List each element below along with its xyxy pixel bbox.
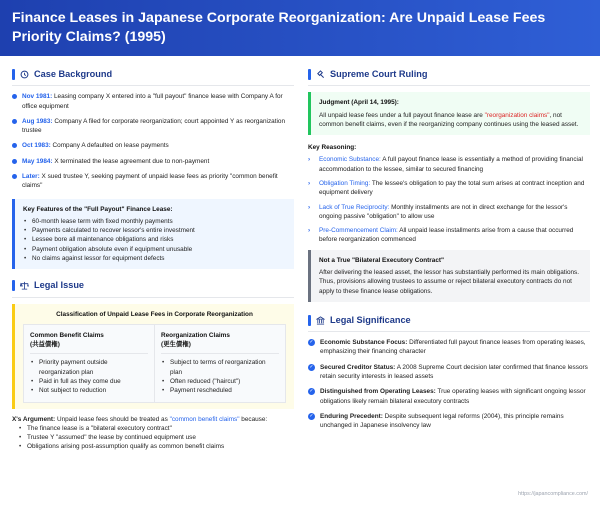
bilateral-title: Not a True "Bilateral Executory Contract" xyxy=(319,256,445,264)
case-background-heading xyxy=(12,68,294,86)
judgment-text xyxy=(319,111,582,130)
left-column xyxy=(12,68,294,452)
arrow-icon: › xyxy=(308,227,311,235)
timeline xyxy=(12,92,294,190)
lease-features-box xyxy=(12,199,294,270)
common-benefit-claims-link: "common benefit claims" xyxy=(169,415,240,423)
timeline-text: Leasing company X entered into a "full payout" finance lease with Company A for office equipment xyxy=(22,93,283,110)
gavel-icon xyxy=(316,70,325,79)
heading-bar xyxy=(308,69,311,80)
right-column xyxy=(308,68,590,436)
legal-issue-title: Legal Issue xyxy=(34,280,85,291)
significance-item xyxy=(308,387,590,406)
reason-label: Pre-Commencement Claim: xyxy=(319,227,398,235)
case-background-title: Case Background xyxy=(34,69,113,79)
page-title: Finance Leases in Japanese Corporate Reorganization: Are Unpaid Lease Fees Priority Claims? (1995) xyxy=(12,10,546,45)
classification-box xyxy=(12,304,294,409)
list-item: • Subject to terms of reorganization plan xyxy=(161,358,279,377)
arrow-icon: › xyxy=(308,203,311,211)
list-item: • Payment obligation absolute even if equipment unusable xyxy=(23,245,286,254)
timeline-item xyxy=(12,172,294,191)
timeline-item xyxy=(12,157,294,166)
arrow-icon: › xyxy=(308,156,311,164)
significance-label: Distinguished from Operating Leases: xyxy=(320,388,436,396)
timeline-text: X terminated the lease agreement due to non-payment xyxy=(52,157,210,165)
judgment-post: , not common benefit claims, even if the reorganizing company continues using the leased asset. xyxy=(319,111,579,128)
list-item: • Often reduced ("haircut") xyxy=(161,377,279,386)
significance-item xyxy=(308,338,590,357)
reasoning-item xyxy=(308,203,590,222)
reason-text: Monthly installments are not in direct exchange for the lessor's ongoing passive "obligation" to allow use xyxy=(319,203,568,220)
timeline-date: May 1984: xyxy=(22,157,53,165)
list-item: • 60-month lease term with fixed monthly payments xyxy=(23,217,286,226)
timeline-item xyxy=(12,92,294,111)
list-item: • Paid in full as they come due xyxy=(30,377,148,386)
timeline-dot xyxy=(12,174,17,179)
heading-bar xyxy=(12,280,15,291)
timeline-date: Nov 1981: xyxy=(22,93,53,101)
timeline-text: X sued trustee Y, seeking payment of unpaid lease fees as priority "common benefit claims" xyxy=(22,173,278,190)
argument-body: Unpaid lease fees should be treated as xyxy=(55,415,170,423)
check-icon: ✓ xyxy=(309,388,314,395)
column-list xyxy=(30,358,148,395)
reason-label: Economic Substance: xyxy=(319,156,381,164)
timeline-date: Later: xyxy=(22,173,40,181)
key-reasoning xyxy=(308,143,590,245)
ruling-heading xyxy=(308,68,590,86)
reorganization-column xyxy=(154,325,285,402)
classification-table xyxy=(23,324,286,403)
column-heading-jp: (共益債権) xyxy=(30,340,148,354)
argument-label: X's Argument: xyxy=(12,415,56,423)
column-list xyxy=(161,358,279,395)
significance-list xyxy=(308,338,590,430)
significance-text: Differentiated full payout finance leases from operating leases, emphasizing their financing character xyxy=(320,339,586,356)
argument-list xyxy=(18,424,294,452)
timeline-dot xyxy=(12,119,17,124)
list-item: • Payment rescheduled xyxy=(161,386,279,395)
significance-item xyxy=(308,363,590,382)
list-item: • Priority payment outside reorganization plan xyxy=(30,358,148,377)
significance-label: Enduring Precedent: xyxy=(320,412,383,420)
reason-label: Lack of True Reciprocity: xyxy=(319,203,390,211)
judgment-box xyxy=(308,92,590,135)
history-icon xyxy=(20,70,29,79)
timeline-item xyxy=(12,117,294,136)
significance-heading xyxy=(308,314,590,332)
judgment-pre: All unpaid lease fees under a full payout finance lease are xyxy=(319,111,485,119)
significance-item xyxy=(308,412,590,431)
lease-features-list xyxy=(23,217,286,263)
timeline-text: Company A filed for corporate reorganization; court appointed Y as reorganization trustee xyxy=(22,117,286,135)
arrow-icon: › xyxy=(308,180,311,188)
argument-text xyxy=(12,415,294,424)
timeline-item xyxy=(12,141,294,150)
argument-end: because: xyxy=(239,415,268,423)
common-benefit-column xyxy=(24,325,154,402)
bilateral-text: After delivering the leased asset, the lessor has substantially performed its main obligations. Thus, provisions allowing trustees to assume or reject bilateral executory contracts do not apply to these finance lease obligations. xyxy=(319,269,580,295)
timeline-date: Oct 1983: xyxy=(22,142,51,150)
column-heading-jp: (更生債権) xyxy=(161,340,279,354)
legal-issue-heading xyxy=(12,279,294,297)
significance-text: A 2008 Supreme Court decision later confirmed that finance lessors retain security interests in leased assets xyxy=(320,363,588,381)
timeline-date: Aug 1983: xyxy=(22,117,53,125)
reasoning-item xyxy=(308,179,590,198)
reasoning-item xyxy=(308,155,590,174)
timeline-dot xyxy=(12,159,17,164)
scale-icon xyxy=(20,281,29,290)
reason-text: A full payout finance lease is essentially a method of providing financial accommodation to the lessee, similar to secured financing xyxy=(319,156,583,173)
reasoning-item xyxy=(308,226,590,245)
column-heading: Reorganization Claims xyxy=(161,331,230,339)
classification-title: Classification of Unpaid Lease Fees in Corporate Reorganization xyxy=(56,310,253,318)
reason-text: All unpaid lease installments arise from a cause that occurred before reorganization commenced xyxy=(319,227,574,244)
timeline-text: Company A defaulted on lease payments xyxy=(50,142,169,150)
bilateral-contract-box xyxy=(308,250,590,302)
list-item: • Lessee bore all maintenance obligations and risks xyxy=(23,235,286,244)
check-icon: ✓ xyxy=(309,363,314,370)
significance-title: Legal Significance xyxy=(330,314,411,325)
timeline-dot xyxy=(12,143,17,148)
footer-url: https://japancompliance.com/ xyxy=(518,491,588,498)
lease-features-title: Key Features of the "Full Payout" Finance Lease: xyxy=(23,205,173,213)
heading-bar xyxy=(308,315,311,326)
page-header xyxy=(0,0,600,56)
landmark-icon xyxy=(316,316,325,325)
timeline-dot xyxy=(12,94,17,99)
check-icon: ✓ xyxy=(309,339,314,346)
check-icon: ✓ xyxy=(309,412,314,419)
column-heading: Common Benefit Claims xyxy=(30,331,104,339)
list-item: • No claims against lessor for equipment defects xyxy=(23,254,286,263)
list-item: • Payments calculated to recover lessor's entire investment xyxy=(23,226,286,235)
list-item: • Obligations arising post-assumption qualify as common benefit claims xyxy=(18,442,294,451)
list-item: • Not subject to reduction xyxy=(30,386,148,395)
ruling-title: Supreme Court Ruling xyxy=(330,69,428,79)
reasoning-title: Key Reasoning: xyxy=(308,144,357,152)
x-argument xyxy=(12,415,294,452)
list-item: • Trustee Y "assumed" the lease by continued equipment use xyxy=(18,433,294,442)
significance-text: Despite subsequent legal reforms (2004), this principle remains unchanged in Japanese insolvency law xyxy=(320,412,564,430)
significance-text: True operating leases with significant ongoing lessor obligations likely remain bilateral executory contracts xyxy=(320,388,586,405)
reason-text: The lessee's obligation to pay the total sum arises at contract inception and equipment delivery xyxy=(319,180,585,197)
reason-label: Obligation Timing: xyxy=(319,180,371,188)
significance-label: Secured Creditor Status: xyxy=(320,363,396,371)
heading-bar xyxy=(12,69,15,80)
list-item: • The finance lease is a "bilateral executory contract" xyxy=(18,424,294,433)
significance-label: Economic Substance Focus: xyxy=(320,339,408,347)
judgment-title: Judgment (April 14, 1995): xyxy=(319,99,399,107)
reorganization-claims-highlight: "reorganization claims" xyxy=(484,111,550,119)
